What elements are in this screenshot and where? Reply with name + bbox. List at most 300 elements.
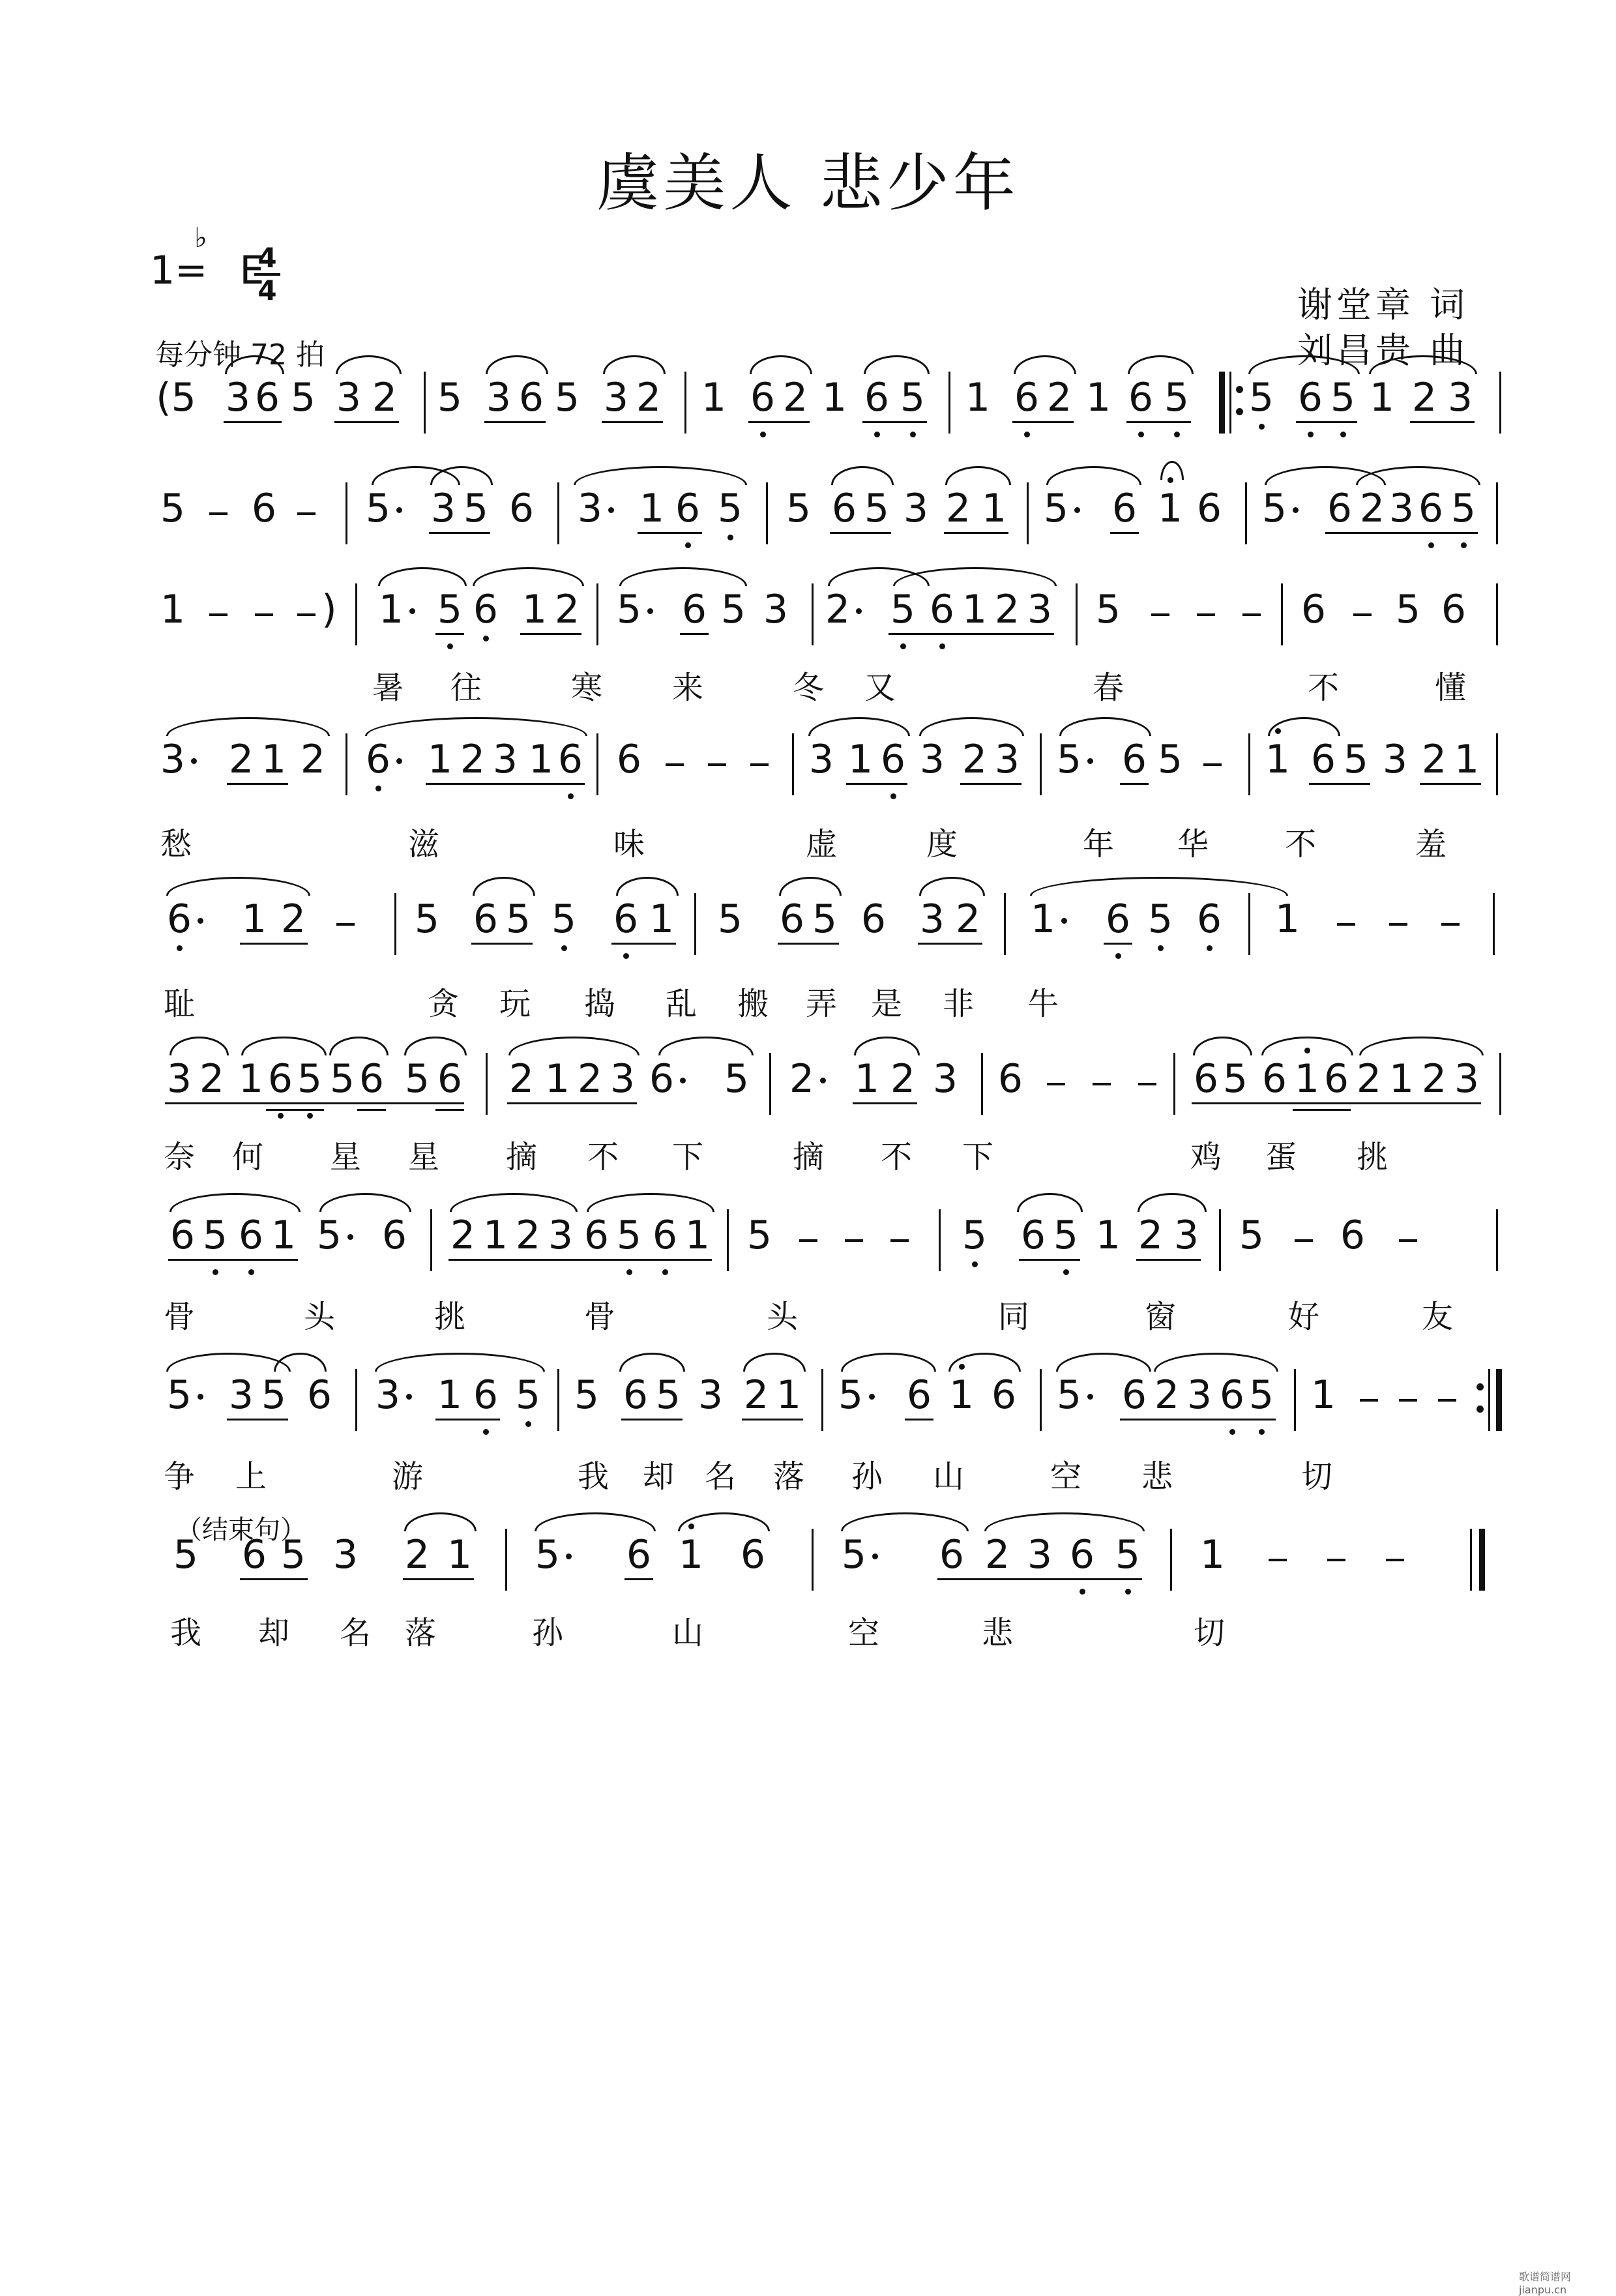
note: 3 bbox=[1454, 1056, 1480, 1102]
phrase-slur bbox=[336, 355, 402, 374]
note: 2 bbox=[1356, 1056, 1382, 1102]
note: 3 bbox=[1027, 587, 1053, 632]
lyric-syllable: 虚 bbox=[805, 826, 838, 862]
duration-dash bbox=[255, 613, 273, 616]
note: 5 bbox=[1239, 1213, 1265, 1258]
duration-dash bbox=[845, 1239, 863, 1242]
note: 1 bbox=[437, 1372, 463, 1418]
watermark: 歌谱简谱网 jianpu.cn bbox=[1519, 2271, 1572, 2296]
note: 5 bbox=[261, 1372, 287, 1418]
note: 1 bbox=[701, 375, 727, 420]
beam-underline bbox=[520, 633, 581, 635]
barline bbox=[557, 482, 559, 544]
lyric-syllable: 又 bbox=[864, 670, 896, 706]
barline bbox=[1496, 583, 1498, 645]
lyric-syllable: 名 bbox=[704, 1458, 737, 1495]
note: 5 bbox=[1330, 375, 1356, 420]
beam-underline bbox=[1012, 421, 1074, 423]
barline bbox=[727, 1209, 729, 1271]
phrase-slur bbox=[831, 466, 894, 485]
lyric-syllable: 孙 bbox=[531, 1615, 564, 1651]
note: 2 bbox=[1138, 1213, 1164, 1258]
augmentation-dot bbox=[869, 1394, 875, 1400]
barline bbox=[1294, 1369, 1296, 1431]
lyric-syllable: 下 bbox=[962, 1139, 994, 1175]
barline bbox=[394, 893, 396, 955]
barline bbox=[505, 1529, 507, 1591]
duration-dash bbox=[1389, 923, 1407, 926]
phrase-slur bbox=[1128, 355, 1194, 374]
duration-dash bbox=[1151, 613, 1169, 616]
barline bbox=[1499, 372, 1501, 434]
phrase-slur bbox=[1017, 1193, 1083, 1212]
note: 6 bbox=[306, 1372, 332, 1418]
lyric-syllable: 往 bbox=[450, 670, 482, 706]
note: 5 bbox=[962, 1213, 988, 1258]
lyric-syllable: 何 bbox=[231, 1139, 264, 1175]
note: 5 bbox=[1164, 375, 1190, 420]
note: 5 bbox=[365, 486, 391, 531]
phrase-slur bbox=[169, 1037, 229, 1055]
phrase-slur bbox=[450, 1193, 578, 1212]
low-octave-dot bbox=[483, 636, 489, 641]
note: 6 bbox=[1196, 896, 1222, 942]
lyric-syllable: 年 bbox=[1082, 826, 1115, 862]
augmentation-dot bbox=[1293, 507, 1299, 513]
lyric-syllable: 悲 bbox=[981, 1615, 1014, 1651]
note: 2 bbox=[825, 587, 851, 632]
beam-underline-double bbox=[1293, 1109, 1351, 1111]
note: 3 bbox=[1382, 737, 1408, 782]
lyric-syllable: 春 bbox=[1092, 670, 1124, 706]
lyric-syllable: 摘 bbox=[505, 1139, 538, 1175]
lyric-syllable: 冬 bbox=[792, 670, 825, 706]
note: 2 bbox=[508, 1056, 535, 1102]
note: 6 bbox=[1069, 1532, 1095, 1578]
phrase-slur bbox=[1261, 1037, 1353, 1055]
low-octave-dot bbox=[1024, 432, 1030, 437]
beam-underline bbox=[426, 783, 585, 785]
low-octave-dot bbox=[483, 1429, 489, 1435]
note: 6 bbox=[1300, 587, 1327, 632]
lyric-syllable: 孙 bbox=[851, 1458, 883, 1495]
lyric-syllable: 暑 bbox=[372, 670, 404, 706]
barline bbox=[355, 1369, 357, 1431]
note: 5 bbox=[864, 486, 890, 531]
note: 5 bbox=[717, 896, 743, 942]
phrase-slur bbox=[365, 717, 587, 736]
barline bbox=[1248, 893, 1250, 955]
ending-section-label: （结束句） bbox=[176, 1515, 306, 1545]
beam-underline bbox=[1019, 1259, 1080, 1261]
low-octave-dot bbox=[874, 432, 880, 437]
note: 6 bbox=[1310, 737, 1336, 782]
lyric-syllable: 骨 bbox=[163, 1299, 196, 1335]
low-octave-dot bbox=[760, 432, 766, 437]
time-signature-bottom: 4 bbox=[257, 274, 277, 306]
barline bbox=[1219, 1209, 1221, 1271]
barline bbox=[792, 733, 794, 795]
lyric-syllable: 寒 bbox=[570, 670, 603, 706]
note: 1 bbox=[522, 587, 548, 632]
note: 6 bbox=[1327, 486, 1353, 531]
low-octave-dot bbox=[248, 1269, 254, 1275]
barline bbox=[345, 482, 347, 544]
note: 3 bbox=[430, 486, 456, 531]
note: 2 bbox=[955, 896, 981, 942]
note: 2 bbox=[228, 737, 254, 782]
beam-underline bbox=[846, 783, 907, 785]
beam-underline bbox=[1136, 1259, 1201, 1261]
note: 5 bbox=[437, 587, 463, 632]
augmentation-dot bbox=[409, 608, 415, 614]
note: 3 bbox=[1186, 1372, 1212, 1418]
note: 6 bbox=[997, 1056, 1023, 1102]
note: 5 bbox=[404, 1056, 430, 1102]
note: 6 bbox=[473, 587, 499, 632]
phrase-slur bbox=[1268, 717, 1340, 736]
low-octave-dot bbox=[1063, 1269, 1069, 1275]
beam-underline bbox=[1192, 1102, 1481, 1104]
note: 1 bbox=[1274, 896, 1300, 942]
lyric-syllable: 头 bbox=[766, 1299, 799, 1335]
lyric-syllable: 悲 bbox=[1141, 1458, 1173, 1495]
beam-underline bbox=[1104, 943, 1132, 945]
lyric-syllable: 弄 bbox=[805, 986, 838, 1022]
note: 3 bbox=[336, 375, 362, 420]
barline bbox=[557, 1369, 559, 1431]
beam-underline bbox=[403, 1578, 474, 1580]
low-octave-dot bbox=[1138, 432, 1144, 437]
note: 1 bbox=[271, 1213, 297, 1258]
phrase-slur bbox=[841, 1512, 969, 1531]
note: 6 bbox=[241, 1532, 267, 1578]
lyric-syllable: 落 bbox=[772, 1458, 805, 1495]
duration-dash bbox=[890, 1239, 909, 1242]
note: 1 bbox=[776, 1372, 802, 1418]
low-octave-dot bbox=[278, 1113, 284, 1119]
augmentation-dot bbox=[396, 758, 402, 764]
note: 1 bbox=[1369, 375, 1395, 420]
note: 3 bbox=[763, 587, 789, 632]
note: 1 bbox=[447, 1532, 473, 1578]
duration-dash bbox=[1047, 1083, 1065, 1085]
note: 5 bbox=[1395, 587, 1421, 632]
beam-underline bbox=[680, 633, 709, 635]
note: 5 bbox=[297, 1056, 323, 1102]
note: 6 bbox=[1014, 375, 1040, 420]
note: 3 bbox=[1447, 375, 1473, 420]
phrase-slur bbox=[1030, 877, 1288, 896]
repeat-dot bbox=[1236, 386, 1243, 393]
note: 2 bbox=[1046, 375, 1072, 420]
duration-dash bbox=[750, 763, 769, 766]
phrase-slur bbox=[841, 1353, 936, 1372]
note: 2 bbox=[945, 486, 971, 531]
phrase-slur bbox=[375, 1353, 545, 1372]
lyric-syllable: 上 bbox=[235, 1458, 267, 1495]
note: 6 bbox=[991, 1372, 1017, 1418]
lyric-syllable: 搬 bbox=[737, 986, 769, 1022]
phrase-slur bbox=[616, 877, 679, 896]
note: 5 bbox=[786, 486, 812, 531]
note: 5 bbox=[717, 486, 743, 531]
low-octave-dot bbox=[1461, 542, 1467, 548]
lyric-syllable: 星 bbox=[407, 1139, 440, 1175]
note: 2 bbox=[743, 1372, 769, 1418]
low-octave-dot bbox=[307, 1113, 313, 1119]
phrase-slur bbox=[166, 717, 330, 736]
lyric-syllable: 名 bbox=[339, 1615, 372, 1651]
lyric-syllable: 捣 bbox=[583, 986, 616, 1022]
beam-underline bbox=[853, 1102, 917, 1104]
beam-underline bbox=[1420, 783, 1481, 785]
phrase-slur bbox=[1059, 717, 1151, 736]
duration-dash bbox=[799, 1239, 817, 1242]
note: 1 bbox=[1157, 486, 1183, 531]
note: 6 bbox=[616, 737, 642, 782]
phrase-slur bbox=[808, 717, 910, 736]
phrase-slur bbox=[166, 877, 310, 896]
low-octave-dot bbox=[213, 1269, 218, 1275]
augmentation-dot bbox=[198, 1394, 203, 1400]
barline bbox=[948, 372, 950, 434]
phrase-slur bbox=[241, 1037, 327, 1055]
phrase-slur bbox=[619, 1353, 685, 1372]
duration-dash bbox=[1203, 763, 1222, 766]
note: 3 bbox=[166, 1056, 192, 1102]
augmentation-dot bbox=[566, 1553, 572, 1559]
lyric-syllable: 骨 bbox=[583, 1299, 616, 1335]
phrase-slur bbox=[854, 1037, 920, 1055]
phrase-slur bbox=[658, 1037, 754, 1055]
time-signature bbox=[254, 244, 280, 304]
barline bbox=[939, 1209, 941, 1271]
note: 3 bbox=[610, 1056, 636, 1102]
note: 5 bbox=[1095, 587, 1121, 632]
note: 5 bbox=[724, 1056, 750, 1102]
barline bbox=[1493, 893, 1495, 955]
note: 6 bbox=[1121, 737, 1147, 782]
note: 5 bbox=[414, 896, 440, 942]
low-octave-dot bbox=[568, 793, 574, 799]
beam-underline bbox=[742, 1419, 803, 1420]
duration-dash bbox=[1399, 1239, 1417, 1242]
note: 5 bbox=[1056, 1372, 1082, 1418]
note: 1 bbox=[981, 486, 1007, 531]
note: 2 bbox=[782, 375, 808, 420]
beam-underline bbox=[507, 1102, 637, 1104]
note: 5 bbox=[1248, 1372, 1274, 1418]
beam-underline bbox=[748, 421, 810, 423]
note: 6 bbox=[1105, 896, 1131, 942]
note: 3 bbox=[486, 375, 512, 420]
note: 2 bbox=[450, 1213, 476, 1258]
barline bbox=[821, 1369, 823, 1431]
beam-underline bbox=[602, 421, 663, 423]
note: 2 bbox=[1154, 1372, 1180, 1418]
note: 5 bbox=[812, 896, 838, 942]
beam-underline bbox=[918, 943, 982, 945]
note: 6 bbox=[939, 1532, 965, 1578]
note: 6 bbox=[518, 375, 544, 420]
note: 3 bbox=[919, 737, 945, 782]
low-octave-dot bbox=[1115, 953, 1121, 959]
note: 3 bbox=[1173, 1213, 1199, 1258]
phrase-slur bbox=[750, 355, 812, 374]
note: 5 bbox=[290, 375, 316, 420]
lyric-syllable: 友 bbox=[1421, 1299, 1454, 1335]
note: 2 bbox=[577, 1056, 603, 1102]
note: 6 bbox=[740, 1532, 766, 1578]
beam-underline bbox=[778, 943, 839, 945]
note: 5 bbox=[1343, 737, 1369, 782]
phrase-slur bbox=[166, 1353, 291, 1372]
phrase-slur bbox=[274, 1353, 327, 1372]
beam-underline bbox=[1296, 421, 1357, 423]
note: 1 bbox=[948, 1372, 975, 1418]
note: 5 bbox=[329, 1056, 355, 1102]
lyric-syllable: 不 bbox=[587, 1139, 619, 1175]
beam-underline bbox=[611, 943, 676, 945]
low-octave-dot bbox=[1174, 432, 1180, 437]
duration-dash bbox=[1093, 1083, 1111, 1085]
note: 6 bbox=[1121, 1372, 1147, 1418]
low-octave-dot bbox=[375, 786, 381, 791]
lyric-syllable: 切 bbox=[1193, 1615, 1226, 1651]
note: 5 bbox=[1248, 375, 1274, 420]
note: 2 bbox=[890, 1056, 916, 1102]
note: 1 bbox=[1095, 1213, 1121, 1258]
lyric-syllable: 华 bbox=[1177, 826, 1209, 862]
page-title: 虞美人 悲少年 bbox=[596, 147, 1020, 220]
barline bbox=[355, 583, 357, 645]
duration-dash bbox=[209, 613, 228, 616]
lyric-syllable: 愁 bbox=[160, 826, 192, 862]
note: 1 bbox=[238, 1056, 264, 1102]
phrase-slur bbox=[779, 877, 842, 896]
note: 2 bbox=[984, 1532, 1010, 1578]
low-octave-dot bbox=[1259, 424, 1265, 430]
beam-underline bbox=[960, 783, 1021, 785]
barline bbox=[486, 1053, 488, 1115]
note: 3 bbox=[994, 737, 1020, 782]
note: 6 bbox=[1261, 1056, 1287, 1102]
lyric-syllable: 来 bbox=[671, 670, 704, 706]
note: 2 bbox=[460, 737, 486, 782]
phrase-slur bbox=[1160, 461, 1184, 480]
note: 6 bbox=[681, 587, 707, 632]
note: 1 bbox=[1310, 1372, 1336, 1418]
lyric-syllable: 非 bbox=[942, 986, 975, 1022]
note: 6 bbox=[1020, 1213, 1046, 1258]
time-signature-top: 4 bbox=[257, 242, 277, 274]
lyric-syllable: 同 bbox=[997, 1299, 1030, 1335]
phrase-slur bbox=[574, 466, 747, 485]
phrase-slur bbox=[678, 1512, 770, 1531]
note: 5 bbox=[160, 486, 186, 531]
augmentation-dot bbox=[1087, 758, 1093, 764]
phrase-slur bbox=[535, 1512, 656, 1531]
beam-underline-double bbox=[357, 1109, 386, 1111]
beam-underline bbox=[435, 1419, 500, 1420]
duration-dash bbox=[1138, 1083, 1156, 1085]
barline bbox=[769, 1053, 771, 1115]
repeat-start-thin bbox=[1229, 372, 1231, 434]
note: 3 bbox=[492, 737, 518, 782]
duration-dash bbox=[1269, 1559, 1287, 1561]
note: 6 bbox=[583, 1213, 610, 1258]
note: 5 bbox=[166, 1372, 192, 1418]
duration-dash bbox=[666, 763, 684, 766]
phrase-slur bbox=[169, 1193, 301, 1212]
beam-underline bbox=[227, 783, 288, 785]
low-octave-dot bbox=[177, 945, 183, 951]
note: 6 bbox=[267, 1056, 293, 1102]
lyric-syllable: 窗 bbox=[1144, 1299, 1177, 1335]
duration-dash bbox=[1399, 1399, 1417, 1402]
barline bbox=[812, 583, 814, 645]
note: 5 bbox=[838, 1372, 864, 1418]
note: 1 bbox=[962, 587, 988, 632]
beam-underline bbox=[240, 943, 308, 945]
phrase-slur bbox=[486, 355, 548, 374]
note: 5 bbox=[1115, 1532, 1141, 1578]
beam-underline bbox=[224, 421, 282, 423]
barline bbox=[1496, 733, 1498, 795]
phrase-slur bbox=[743, 1353, 806, 1372]
note: 6 bbox=[880, 737, 906, 782]
lyric-syllable: 滋 bbox=[407, 826, 440, 862]
lyric-syllable: 是 bbox=[870, 986, 903, 1022]
beam-underline bbox=[240, 1578, 308, 1580]
note: 6 bbox=[437, 1056, 463, 1102]
note: 1 bbox=[1030, 896, 1056, 942]
note: 5 bbox=[1157, 737, 1183, 782]
lyric-syllable: 羞 bbox=[1415, 826, 1447, 862]
note: 2 bbox=[280, 896, 306, 942]
note: 6 bbox=[626, 1532, 652, 1578]
lyric-syllable: 耻 bbox=[163, 986, 196, 1022]
duration-dash bbox=[1441, 923, 1460, 926]
low-octave-dot bbox=[1308, 432, 1314, 437]
lyric-syllable: 贪 bbox=[427, 986, 460, 1022]
note: 5 bbox=[841, 1532, 867, 1578]
note: 1 bbox=[1454, 737, 1480, 782]
note: 3 bbox=[919, 896, 945, 942]
note: 1 bbox=[847, 737, 874, 782]
note: 6 bbox=[1111, 486, 1138, 531]
beam-underline bbox=[1126, 421, 1191, 423]
beam-underline bbox=[1120, 1419, 1276, 1420]
note: 5 bbox=[1222, 1056, 1248, 1102]
duration-dash bbox=[708, 763, 726, 766]
note: 6 bbox=[1418, 486, 1444, 531]
low-octave-dot bbox=[623, 953, 629, 959]
beam-underline bbox=[435, 633, 464, 635]
note: 5 bbox=[551, 896, 577, 942]
phrase-slur bbox=[473, 877, 535, 896]
note: 5 bbox=[535, 1532, 561, 1578]
beam-underline bbox=[889, 633, 1054, 635]
beam-underline bbox=[484, 421, 546, 423]
lyric-syllable: 下 bbox=[671, 1139, 704, 1175]
note: 2 bbox=[404, 1532, 430, 1578]
note: 6 bbox=[831, 486, 857, 531]
barline bbox=[766, 482, 768, 544]
duration-dash bbox=[1295, 1239, 1313, 1242]
note: 2 bbox=[1421, 737, 1447, 782]
